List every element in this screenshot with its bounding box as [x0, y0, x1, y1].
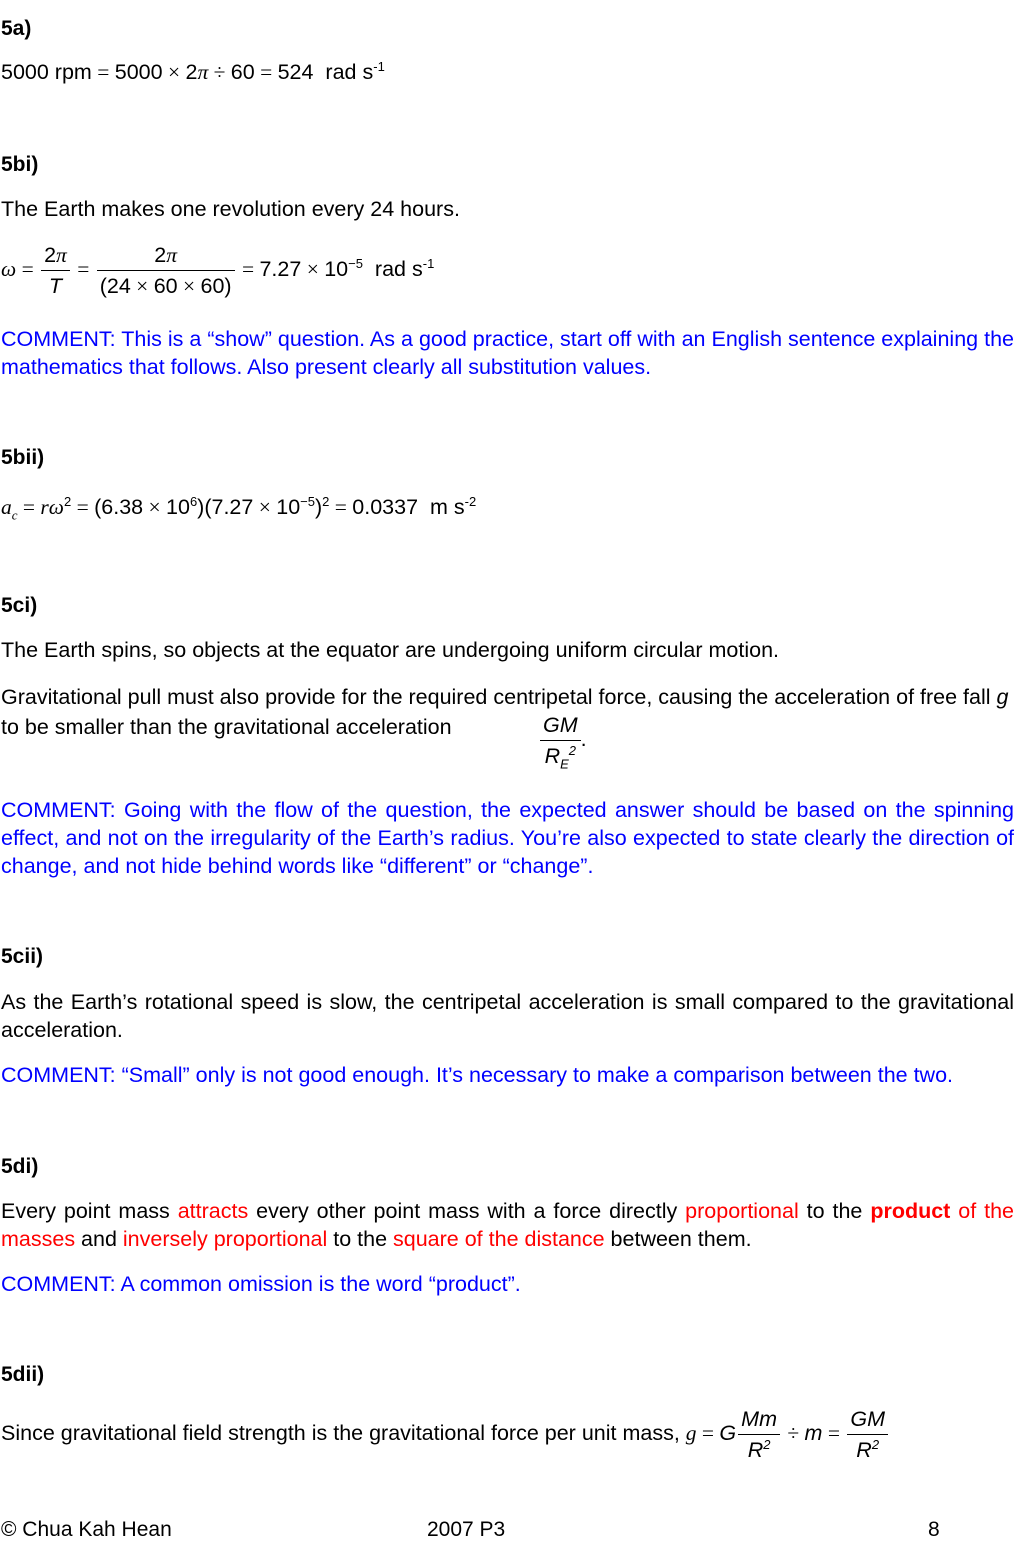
heading-5cii: 5cii): [1, 945, 44, 968]
footer-paper: 2007 P3: [427, 1518, 506, 1541]
answer-5dii: Since gravitational field strength is the gravitational force per unit mass, g = G $\frac{Mm}{R^2}$ ÷ m = $\frac{GM}{R^2}$: [1, 1404, 1014, 1465]
eq-5a-result: 524: [277, 60, 314, 84]
heading-5di: 5di): [1, 1155, 39, 1178]
keyword-inversely-proportional: inversely proportional: [122, 1227, 328, 1251]
answer-5cii: As the Earth’s rotational speed is slow, the centripetal acceleration is small compared to the gravitational acceleration.: [1, 990, 1014, 1042]
comment-5ci: COMMENT: Going with the flow of the question, the expected answer should be based on the spinning effect, and not on the irregularity of the Earth’s radius. You’re also expected to state clearly the direction of change, and not hide behind words like “different” or “change”.: [1, 798, 1014, 878]
eq-5bi-unit: rad s: [374, 257, 423, 282]
eq-5bii-unit: m s: [430, 495, 465, 519]
heading-5a: 5a): [1, 17, 32, 40]
heading-5dii: 5dii): [1, 1363, 45, 1386]
answer-5ci-line2: Gravitational pull must also provide for the required centripetal force, causing the acceleration of free fall g to be smaller than the gravitational acceleration: [1, 685, 1009, 739]
frac-gm-re2: $\frac{GM}{R_E^2}$ .: [540, 710, 587, 771]
eq-5a-rpm: 5000: [114, 60, 163, 84]
comment-5bi: COMMENT: This is a “show” question. As a good practice, start off with an English sentence explaining the mathematics that follows. Also present clearly all substitution values.: [1, 327, 1014, 379]
eq-5bi-omega: ω: [1, 257, 17, 282]
eq-5a-two: 2: [185, 60, 198, 84]
keyword-proportional: proportional: [685, 1199, 799, 1223]
keyword-square-of-distance: square of the distance: [393, 1227, 605, 1251]
keyword-attracts: attracts: [177, 1199, 249, 1223]
eq-5a-lhs: 5000 rpm: [1, 60, 92, 84]
eq-5bi-frac-1: $\frac{2\pi}{T}$: [41, 240, 70, 301]
keyword-of-the-masses: of the masses: [1, 1199, 1015, 1251]
heading-5bii: 5bii): [1, 446, 45, 469]
heading-5ci: 5ci): [1, 594, 38, 617]
eq-5bi-frac-2: $\frac{2\pi}{(24 \times 60 \times 60)}$: [97, 240, 235, 301]
footer-page-number: 8: [928, 1518, 940, 1541]
eq-5bi-result: 7.27: [259, 257, 302, 282]
comment-5cii: COMMENT: “Small” only is not good enough. It’s necessary to make a comparison between the two.: [1, 1063, 954, 1087]
answer-5di: Every point mass attracts every other point mass with a force directly proportional to the product of the masses and inversely proportional to the square of the distance between them.: [1, 1199, 1015, 1251]
eq-5bii-result: 0.0337: [352, 495, 419, 519]
answer-5ci-line1: The Earth spins, so objects at the equator are undergoing uniform circular motion.: [1, 638, 779, 662]
statement-5bi: The Earth makes one revolution every 24 hours.: [1, 197, 460, 221]
eq-5a-sixty: 60: [230, 60, 255, 84]
eq-5a-unit-exp: -1: [373, 58, 385, 74]
equation-5a: 5000 rpm = 5000 × 2π ÷ 60 = 524 rad $s^{-1}$: [1, 58, 385, 84]
heading-5bi: 5bi): [1, 153, 39, 176]
equation-5bi: ω = $\frac{2\pi}{T}$ = $\frac{2\pi}{(24 \times 60 \times 60)}$ = $7.27 \times 10^{-5}$ rad $s^{-1}$: [1, 240, 1014, 301]
keyword-product: product: [870, 1199, 951, 1223]
comment-5di: COMMENT: A common omission is the word “product”.: [1, 1272, 521, 1296]
footer-copyright: © Chua Kah Hean: [1, 1518, 172, 1541]
equation-5bii: $a_c = r\omega^2 = (6.38 \times 10^6)(7.27 \times 10^{-5})^2 = 0.0337$ m $s^{-2}$: [1, 493, 477, 523]
eq-5dii-frac-1: $\frac{Mm}{R^2}$: [738, 1404, 780, 1465]
eq-5dii-frac-2: $\frac{GM}{R^2}$: [847, 1404, 888, 1465]
eq-5a-unit: rad s: [325, 60, 374, 84]
